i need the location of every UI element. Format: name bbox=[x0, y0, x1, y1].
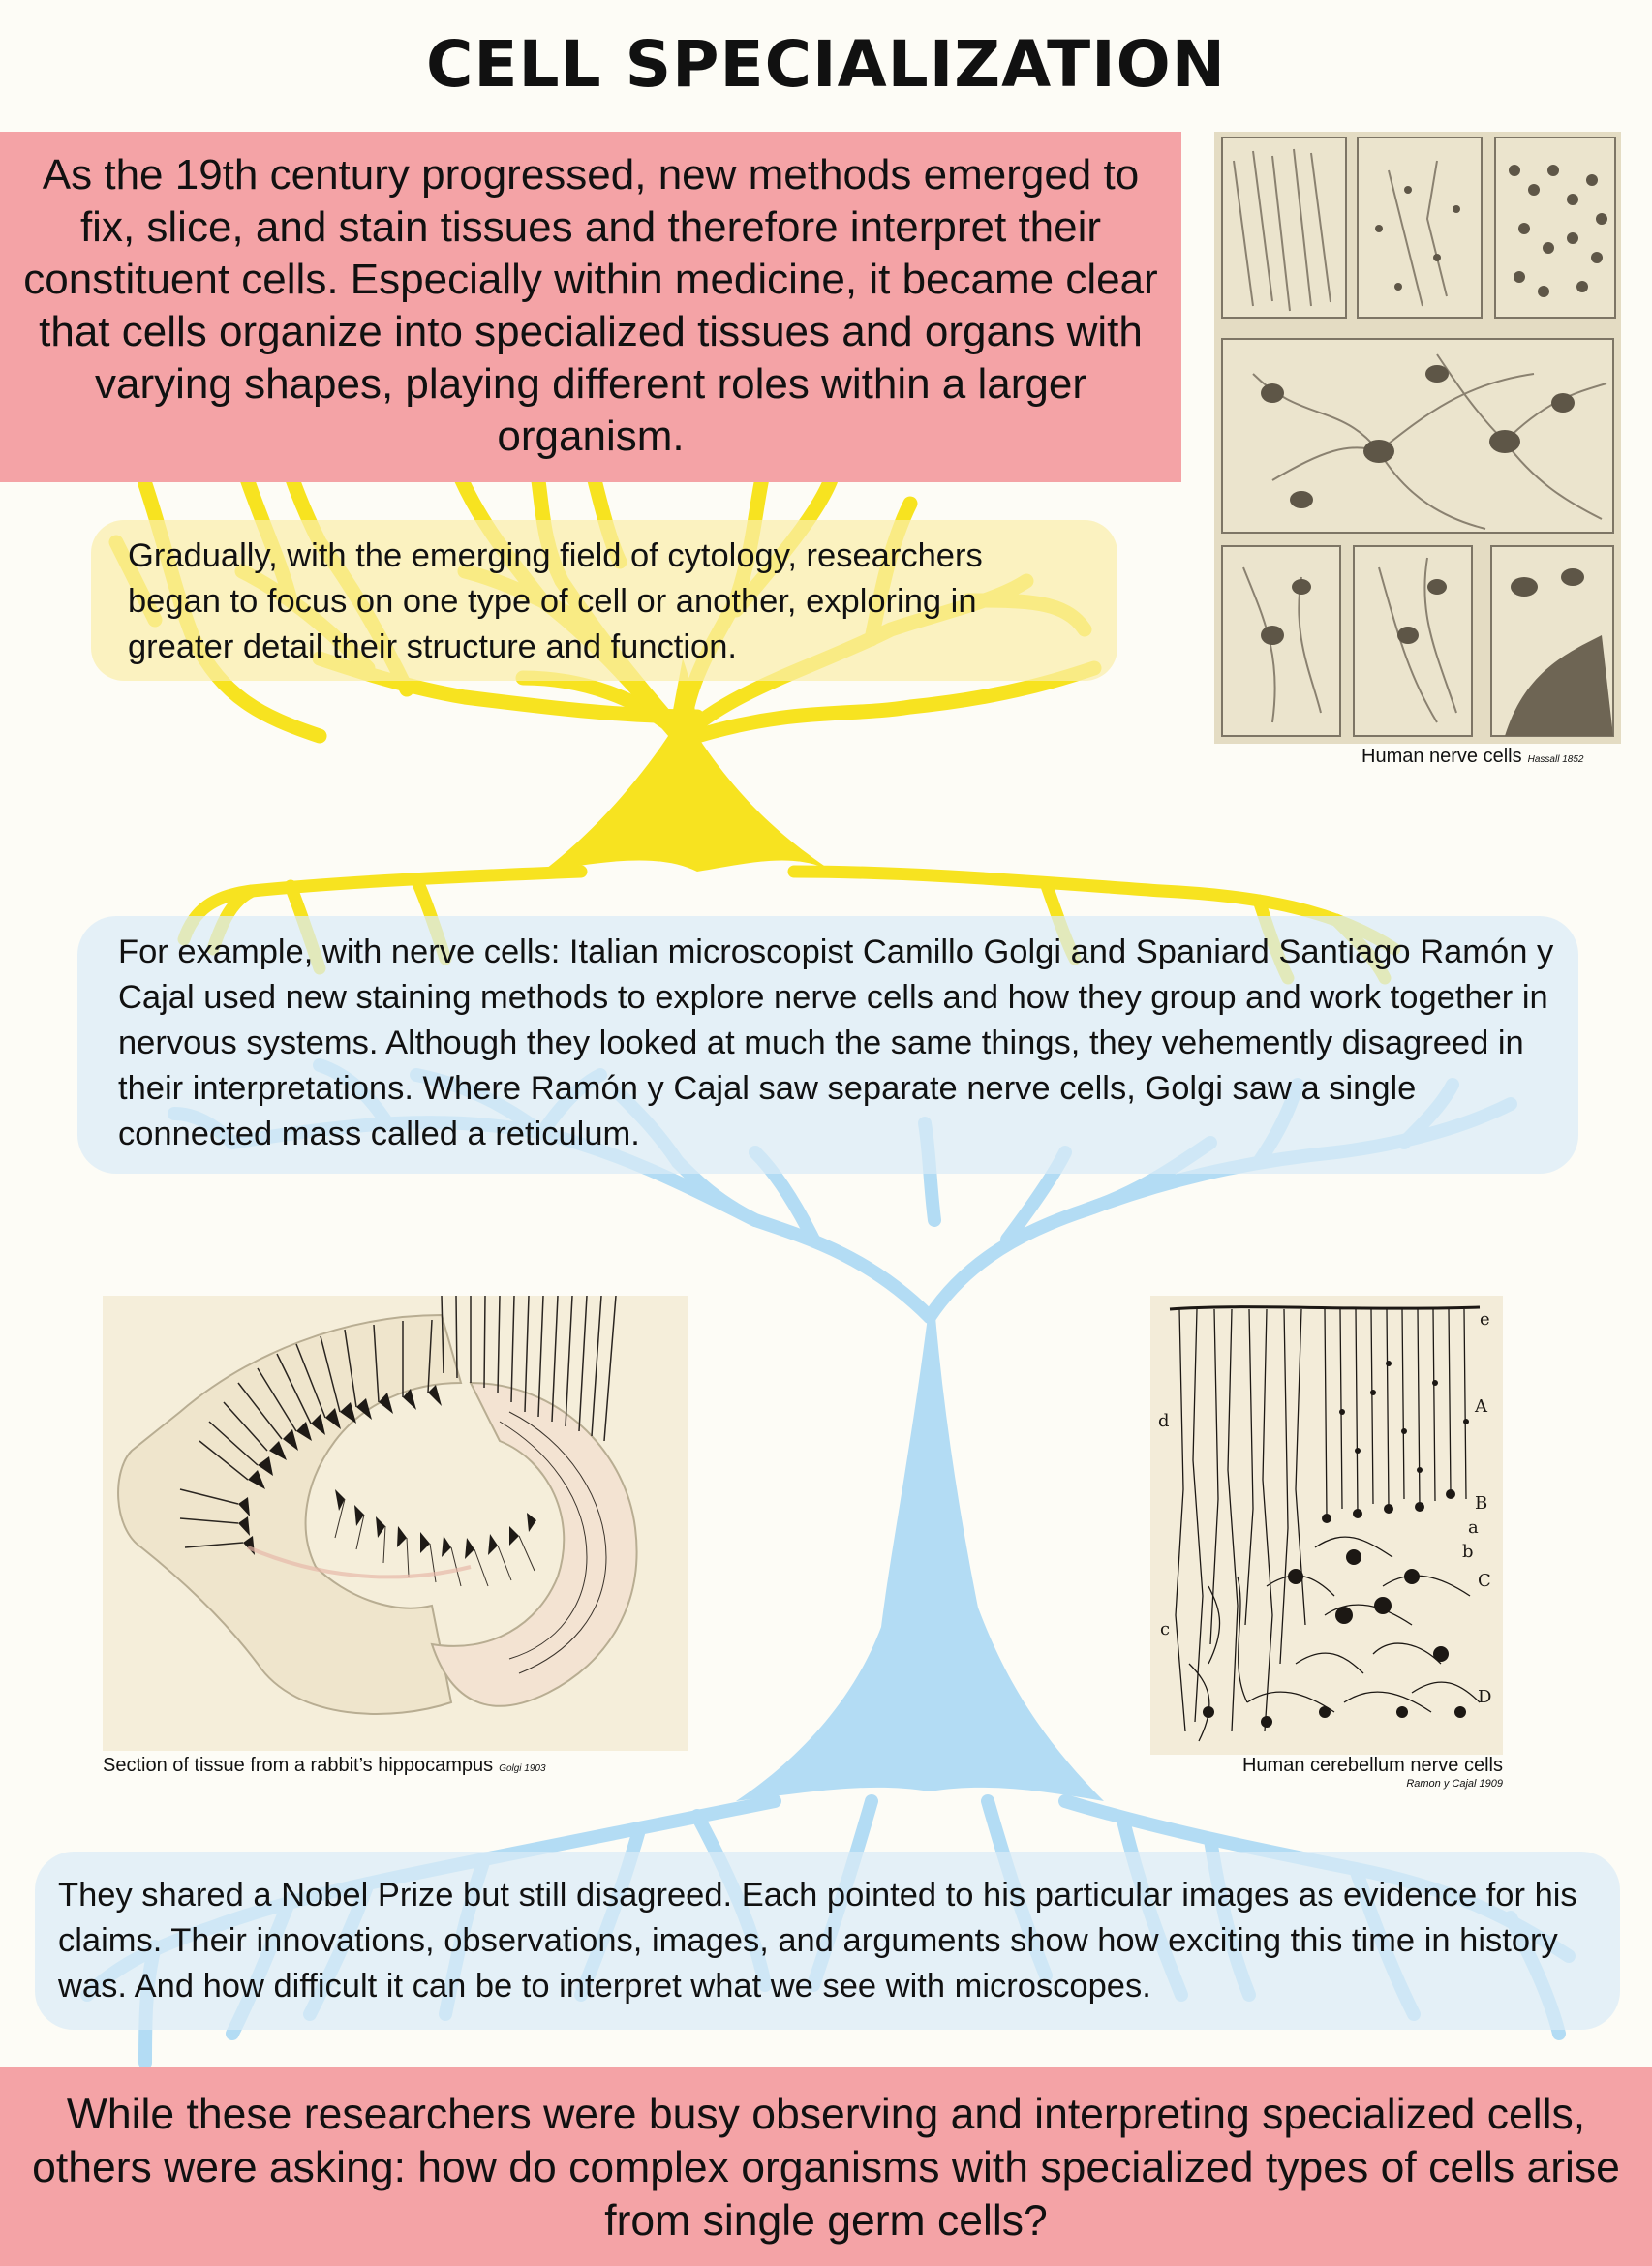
cajal-credit: Ramon y Cajal 1909 bbox=[1406, 1778, 1503, 1790]
cajal-label-b: b bbox=[1462, 1542, 1474, 1562]
cajal-label-A: A bbox=[1475, 1396, 1487, 1417]
hassall-caption-text: Human nerve cells bbox=[1361, 746, 1522, 767]
golgi-cajal-panel bbox=[77, 916, 1578, 1174]
page-title: CELL SPECIALIZATION bbox=[425, 27, 1227, 102]
golgi-credit: Golgi 1903 bbox=[499, 1763, 546, 1774]
cajal-label-C: C bbox=[1478, 1571, 1491, 1591]
blue-soma bbox=[736, 1317, 1104, 1801]
cajal-caption: Human cerebellum nerve cells bbox=[1241, 1755, 1503, 1776]
cytology-text: Gradually, with the emerging field of cytology, researchers began to focus on one type of cell or another, exploring in greater detail their structure and function. bbox=[128, 537, 983, 665]
golgi-cajal-text: For example, with nerve cells: Italian microscopist Camillo Golgi and Spaniard Santiago Ramón y Cajal used new staining methods to explore nerve cells and how they group and work together in nervous systems. Although they looked at much the same things, they vehemently disagreed in their interpretations. Where Ramón y Cajal saw separate nerve cells, Golgi saw a single connected mass called a reticulum. bbox=[118, 934, 1554, 1152]
nobel-text: They shared a Nobel Prize but still disagreed. Each pointed to his particular images as evidence for his claims. Their innovations, observations, images, and arguments show how exciting this time in history was. And how difficult it can be to interpret what we see with microscopes. bbox=[58, 1877, 1577, 2005]
hassall-caption bbox=[1361, 746, 1583, 768]
nobel-panel bbox=[35, 1852, 1620, 2030]
hassall-credit: Hassall 1852 bbox=[1527, 754, 1584, 765]
cajal-cerebellum-image bbox=[1150, 1296, 1503, 1755]
cytology-panel bbox=[91, 520, 1117, 681]
intro-text: As the 19th century progressed, new methods emerged to fix, slice, and stain tissues and therefore interpret their constituent cells. Especially within medicine, it became clear that cells organize into specialized tissues and organs with varying shapes, playing different roles within a larger organism. bbox=[23, 151, 1158, 460]
closing-panel bbox=[0, 2067, 1652, 2266]
cajal-label-D: D bbox=[1478, 1687, 1492, 1707]
cajal-label-B: B bbox=[1475, 1493, 1488, 1514]
cajal-label-a: a bbox=[1468, 1517, 1479, 1538]
cajal-label-c: c bbox=[1160, 1619, 1171, 1639]
cajal-label-d: d bbox=[1158, 1411, 1170, 1431]
golgi-caption-text: Section of tissue from a rabbit’s hippocampus bbox=[103, 1755, 494, 1776]
intro-panel bbox=[0, 132, 1181, 482]
golgi-hippocampus-image bbox=[103, 1296, 688, 1751]
golgi-caption bbox=[103, 1755, 546, 1777]
closing-text: While these researchers were busy observing and interpreting specialized cells, others were asking: how do complex organisms with specialized types of cells arise from single germ cells? bbox=[32, 2091, 1620, 2245]
hassall-nerve-cells-image bbox=[1214, 132, 1621, 744]
cajal-label-e: e bbox=[1480, 1309, 1490, 1330]
